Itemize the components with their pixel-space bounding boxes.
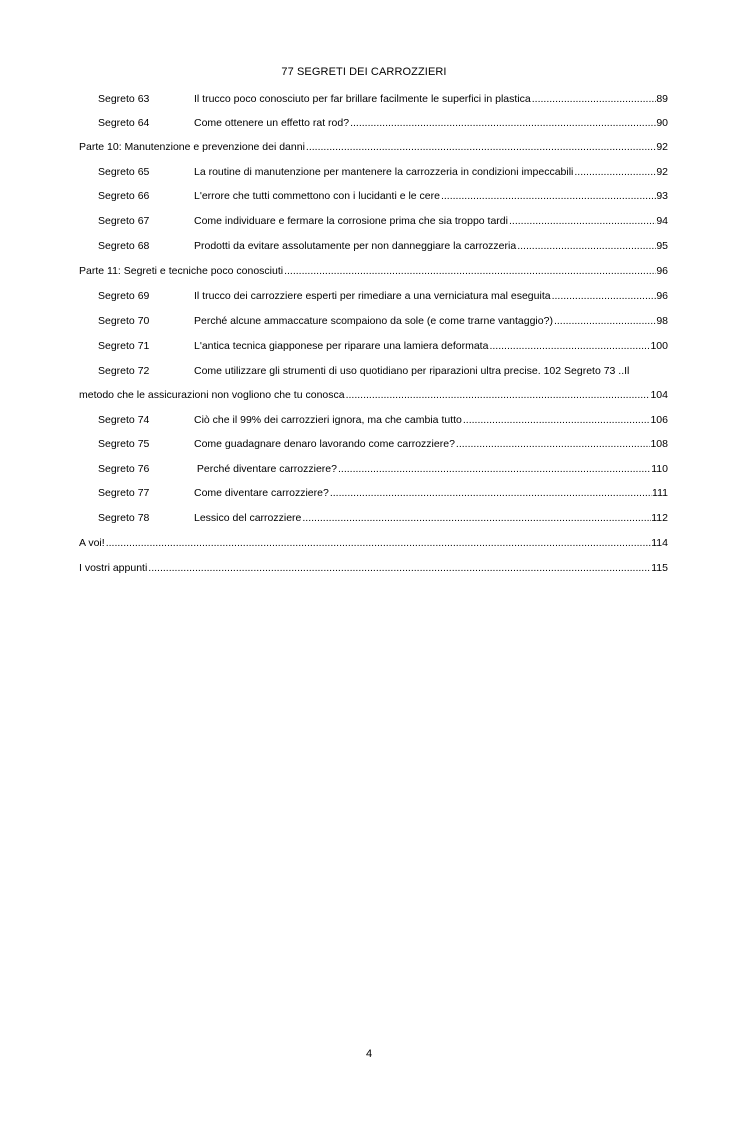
toc-entry[interactable] — [98, 412, 668, 428]
toc-entry-page: 108 — [650, 438, 668, 450]
toc-entry-label: Segreto 77 — [98, 487, 150, 499]
toc-entry[interactable] — [98, 338, 668, 354]
toc-entry-page: 92 — [656, 166, 668, 178]
toc-part[interactable] — [79, 560, 668, 576]
toc-entry-label: Segreto 65 — [98, 166, 150, 178]
dot-leader — [517, 238, 656, 254]
toc-part-title: A voi! — [79, 537, 105, 549]
toc-part-title: Parte 11: Segreti e tecniche poco conosciuti — [79, 265, 284, 277]
toc-entry-page: 112 — [651, 512, 668, 524]
dot-leader — [330, 485, 652, 501]
dot-leader — [106, 535, 652, 551]
dot-leader — [284, 263, 656, 279]
dot-leader — [532, 91, 657, 107]
toc-entry-page: 111 — [652, 487, 668, 499]
toc-entry-label: Segreto 72 — [98, 365, 150, 377]
dot-leader — [456, 436, 651, 452]
toc-entry-title: Ciò che il 99% dei carrozzieri ignora, ma che cambia tutto — [194, 414, 462, 426]
toc-entry-page: 96 — [656, 290, 668, 302]
toc-entry[interactable] — [98, 238, 668, 254]
toc-part[interactable] — [79, 263, 668, 279]
toc-entry-title: metodo che le assicurazioni non vogliono che tu conosca — [79, 389, 345, 401]
toc-entry[interactable] — [98, 164, 668, 180]
toc-entry-label: Segreto 67 — [98, 215, 150, 227]
toc-entry-label: Segreto 70 — [98, 315, 150, 327]
dot-leader — [148, 560, 651, 576]
toc-entry-label: Segreto 63 — [98, 93, 150, 105]
running-header: 77 SEGRETI DEI CARROZZIERI — [281, 66, 447, 78]
dot-leader — [554, 313, 656, 329]
toc-part-page: 115 — [651, 562, 668, 574]
toc-entry-label: Segreto 64 — [98, 117, 150, 129]
toc-entry-continuation[interactable] — [79, 387, 668, 403]
toc-entry[interactable] — [98, 510, 668, 526]
toc-part-page: 96 — [656, 265, 668, 277]
toc-entry[interactable] — [98, 213, 668, 229]
toc-entry-title: Perché diventare carrozziere? — [194, 463, 337, 475]
toc-part[interactable] — [79, 535, 668, 551]
toc-entry-title: Come ottenere un effetto rat rod? — [194, 117, 350, 129]
toc-entry[interactable] — [98, 115, 668, 131]
toc-entry-title: Prodotti da evitare assolutamente per non danneggiare la carrozzeria — [194, 240, 517, 252]
toc-part-page: 114 — [651, 537, 668, 549]
toc-entry-title: Come diventare carrozziere? — [194, 487, 329, 499]
toc-entry[interactable] — [98, 288, 668, 304]
toc-entry-title: Come guadagnare denaro lavorando come carrozziere? — [194, 438, 455, 450]
toc-entry-page: 89 — [656, 93, 668, 105]
dot-leader — [306, 139, 656, 155]
toc-entry[interactable] — [98, 188, 668, 204]
page-number: 4 — [365, 1048, 373, 1060]
toc-entry[interactable] — [98, 91, 668, 107]
dot-leader — [509, 213, 656, 229]
toc-entry-title: L'antica tecnica giapponese per riparare una lamiera deformata — [194, 340, 489, 352]
toc-entry-page: 104 — [650, 389, 668, 401]
toc-part-title: Parte 10: Manutenzione e prevenzione dei danni — [79, 141, 305, 153]
toc-part[interactable] — [79, 139, 668, 155]
toc-entry-page: 90 — [656, 117, 668, 129]
toc-entry-page: 93 — [656, 190, 668, 202]
toc-entry-label: Segreto 75 — [98, 438, 150, 450]
toc-entry-title: Come individuare e fermare la corrosione prima che sia troppo tardi — [194, 215, 508, 227]
toc-part-page: 92 — [656, 141, 668, 153]
toc-entry[interactable] — [98, 313, 668, 329]
toc-entry-page: 95 — [656, 240, 668, 252]
toc-entry[interactable] — [98, 485, 668, 501]
dot-leader — [463, 412, 651, 428]
dot-leader — [338, 461, 651, 477]
toc-entry-title: La routine di manutenzione per mantenere la carrozzeria in condizioni impeccabili — [194, 166, 574, 178]
dot-leader — [489, 338, 650, 354]
toc-entry-page: 110 — [651, 463, 668, 475]
toc-entry-title: Perché alcune ammaccature scompaiono da sole (e come trarne vantaggio?) — [194, 315, 553, 327]
toc-entry-title: Come utilizzare gli strumenti di uso quotidiano per riparazioni ultra precise. 102 Segreto 73 ..Il — [194, 365, 630, 377]
dot-leader — [441, 188, 656, 204]
toc-entry-title: Il trucco poco conosciuto per far brillare facilmente le superfici in plastica — [194, 93, 531, 105]
dot-leader — [302, 510, 651, 526]
toc-entry[interactable] — [98, 436, 668, 452]
toc-entry-label: Segreto 68 — [98, 240, 150, 252]
toc-entry-page: 100 — [650, 340, 668, 352]
dot-leader — [350, 115, 656, 131]
dot-leader — [346, 387, 651, 403]
toc-entry-label: Segreto 71 — [98, 340, 150, 352]
toc-entry-label: Segreto 76 — [98, 463, 150, 475]
toc-entry[interactable] — [98, 461, 668, 477]
toc-entry-page: 98 — [656, 315, 668, 327]
toc-part-title: I vostri appunti — [79, 562, 148, 574]
toc-entry[interactable] — [98, 363, 668, 379]
toc-entry-label: Segreto 74 — [98, 414, 150, 426]
dot-leader — [552, 288, 657, 304]
toc-entry-page: 106 — [650, 414, 668, 426]
toc-entry-page: 94 — [656, 215, 668, 227]
toc-entry-title: Lessico del carrozziere — [194, 512, 302, 524]
toc-entry-label: Segreto 78 — [98, 512, 150, 524]
toc-entry-title: L'errore che tutti commettono con i lucidanti e le cere — [194, 190, 440, 202]
toc-entry-title: Il trucco dei carrozziere esperti per rimediare a una verniciatura mal eseguita — [194, 290, 551, 302]
dot-leader — [574, 164, 656, 180]
toc-entry-label: Segreto 66 — [98, 190, 150, 202]
toc-entry-label: Segreto 69 — [98, 290, 150, 302]
